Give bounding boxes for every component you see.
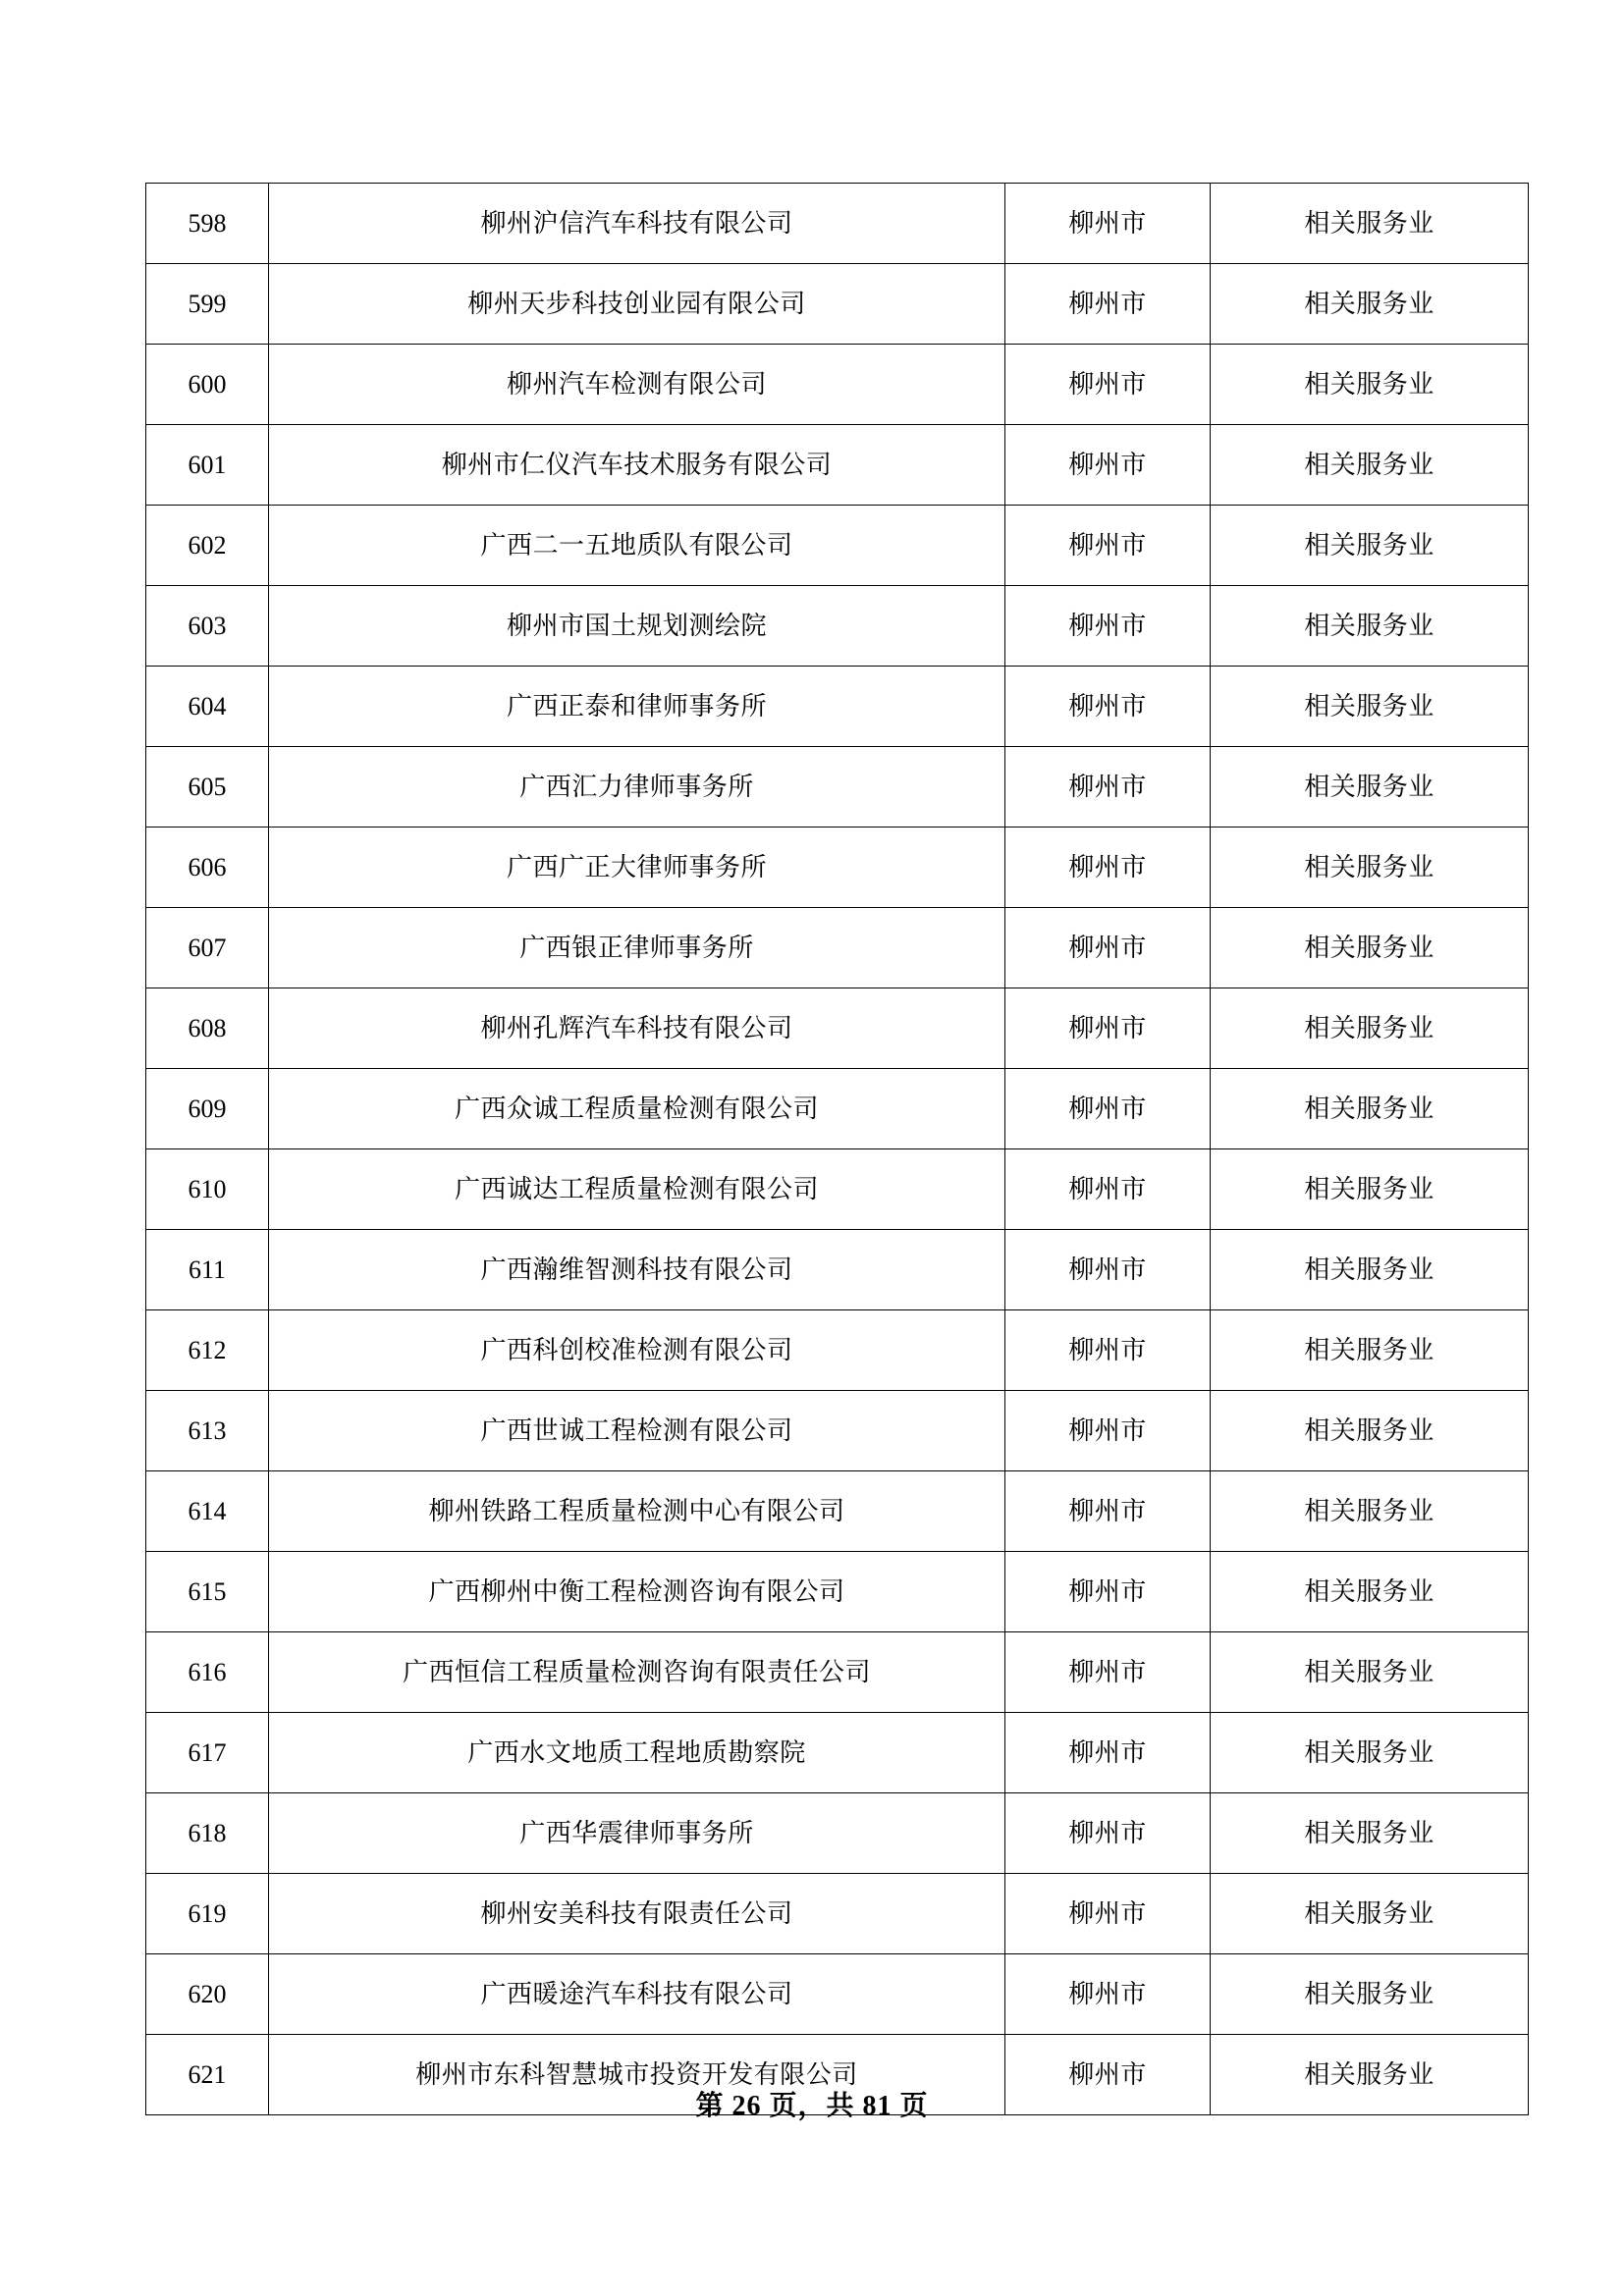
cell-index: 620 (146, 1954, 269, 2035)
enterprise-list-table (145, 183, 1529, 2115)
cell-city: 柳州市 (1005, 586, 1211, 667)
cell-city: 柳州市 (1005, 345, 1211, 425)
table-row (146, 1874, 1529, 1954)
cell-city: 柳州市 (1005, 1149, 1211, 1230)
cell-company-name: 广西柳州中衡工程检测咨询有限公司 (269, 1552, 1005, 1632)
cell-industry: 相关服务业 (1211, 586, 1529, 667)
cell-index: 604 (146, 667, 269, 747)
cell-company-name: 柳州安美科技有限责任公司 (269, 1874, 1005, 1954)
cell-city: 柳州市 (1005, 828, 1211, 908)
cell-index: 616 (146, 1632, 269, 1713)
cell-city: 柳州市 (1005, 1471, 1211, 1552)
cell-index: 608 (146, 988, 269, 1069)
cell-company-name: 广西瀚维智测科技有限公司 (269, 1230, 1005, 1310)
table-row (146, 1471, 1529, 1552)
cell-index: 619 (146, 1874, 269, 1954)
table-row (146, 828, 1529, 908)
cell-industry: 相关服务业 (1211, 1391, 1529, 1471)
table-row (146, 425, 1529, 506)
cell-city: 柳州市 (1005, 1793, 1211, 1874)
cell-city: 柳州市 (1005, 1310, 1211, 1391)
cell-city: 柳州市 (1005, 425, 1211, 506)
cell-industry: 相关服务业 (1211, 988, 1529, 1069)
cell-company-name: 柳州汽车检测有限公司 (269, 345, 1005, 425)
cell-company-name: 广西暖途汽车科技有限公司 (269, 1954, 1005, 2035)
cell-index: 599 (146, 264, 269, 345)
cell-industry: 相关服务业 (1211, 345, 1529, 425)
cell-company-name: 柳州天步科技创业园有限公司 (269, 264, 1005, 345)
cell-company-name: 柳州市东科智慧城市投资开发有限公司 (269, 2035, 1005, 2115)
cell-index: 603 (146, 586, 269, 667)
cell-company-name: 广西世诚工程检测有限公司 (269, 1391, 1005, 1471)
cell-industry: 相关服务业 (1211, 1954, 1529, 2035)
cell-index: 610 (146, 1149, 269, 1230)
table-row (146, 1713, 1529, 1793)
cell-industry: 相关服务业 (1211, 1149, 1529, 1230)
cell-index: 617 (146, 1713, 269, 1793)
cell-industry: 相关服务业 (1211, 1230, 1529, 1310)
cell-city: 柳州市 (1005, 2035, 1211, 2115)
cell-company-name: 柳州市仁仪汽车技术服务有限公司 (269, 425, 1005, 506)
cell-industry: 相关服务业 (1211, 1632, 1529, 1713)
table-row (146, 184, 1529, 264)
cell-index: 606 (146, 828, 269, 908)
cell-index: 607 (146, 908, 269, 988)
cell-city: 柳州市 (1005, 908, 1211, 988)
table-row (146, 1149, 1529, 1230)
cell-index: 612 (146, 1310, 269, 1391)
cell-industry: 相关服务业 (1211, 1874, 1529, 1954)
cell-company-name: 广西二一五地质队有限公司 (269, 506, 1005, 586)
cell-index: 598 (146, 184, 269, 264)
cell-city: 柳州市 (1005, 264, 1211, 345)
cell-index: 611 (146, 1230, 269, 1310)
table-row (146, 506, 1529, 586)
cell-industry: 相关服务业 (1211, 1552, 1529, 1632)
cell-industry: 相关服务业 (1211, 184, 1529, 264)
cell-index: 601 (146, 425, 269, 506)
table-row (146, 345, 1529, 425)
cell-index: 614 (146, 1471, 269, 1552)
cell-index: 618 (146, 1793, 269, 1874)
cell-company-name: 广西水文地质工程地质勘察院 (269, 1713, 1005, 1793)
cell-industry: 相关服务业 (1211, 264, 1529, 345)
cell-city: 柳州市 (1005, 1713, 1211, 1793)
table-row (146, 908, 1529, 988)
cell-company-name: 柳州沪信汽车科技有限公司 (269, 184, 1005, 264)
table-row (146, 1632, 1529, 1713)
cell-company-name: 广西汇力律师事务所 (269, 747, 1005, 828)
cell-city: 柳州市 (1005, 1552, 1211, 1632)
table-row (146, 1230, 1529, 1310)
cell-industry: 相关服务业 (1211, 1310, 1529, 1391)
cell-index: 613 (146, 1391, 269, 1471)
cell-city: 柳州市 (1005, 1954, 1211, 2035)
cell-company-name: 柳州铁路工程质量检测中心有限公司 (269, 1471, 1005, 1552)
cell-city: 柳州市 (1005, 747, 1211, 828)
cell-city: 柳州市 (1005, 506, 1211, 586)
table-row (146, 747, 1529, 828)
table-row (146, 264, 1529, 345)
cell-index: 602 (146, 506, 269, 586)
cell-index: 621 (146, 2035, 269, 2115)
cell-industry: 相关服务业 (1211, 1069, 1529, 1149)
cell-industry: 相关服务业 (1211, 667, 1529, 747)
cell-industry: 相关服务业 (1211, 747, 1529, 828)
cell-industry: 相关服务业 (1211, 1713, 1529, 1793)
cell-industry: 相关服务业 (1211, 1471, 1529, 1552)
table-row (146, 1069, 1529, 1149)
table-row (146, 1954, 1529, 2035)
cell-industry: 相关服务业 (1211, 828, 1529, 908)
cell-index: 609 (146, 1069, 269, 1149)
cell-industry: 相关服务业 (1211, 506, 1529, 586)
table-row (146, 586, 1529, 667)
cell-city: 柳州市 (1005, 988, 1211, 1069)
cell-company-name: 广西恒信工程质量检测咨询有限责任公司 (269, 1632, 1005, 1713)
table-row (146, 667, 1529, 747)
cell-index: 600 (146, 345, 269, 425)
cell-city: 柳州市 (1005, 1230, 1211, 1310)
table-row (146, 1793, 1529, 1874)
cell-city: 柳州市 (1005, 1874, 1211, 1954)
page-footer: 第 26 页，共 81 页 (695, 2091, 929, 2121)
table-row (146, 988, 1529, 1069)
cell-company-name: 柳州市国土规划测绘院 (269, 586, 1005, 667)
cell-company-name: 广西科创校准检测有限公司 (269, 1310, 1005, 1391)
table-row (146, 1310, 1529, 1391)
cell-index: 605 (146, 747, 269, 828)
cell-industry: 相关服务业 (1211, 2035, 1529, 2115)
cell-industry: 相关服务业 (1211, 425, 1529, 506)
cell-city: 柳州市 (1005, 667, 1211, 747)
cell-company-name: 柳州孔辉汽车科技有限公司 (269, 988, 1005, 1069)
cell-company-name: 广西华震律师事务所 (269, 1793, 1005, 1874)
cell-company-name: 广西正泰和律师事务所 (269, 667, 1005, 747)
cell-city: 柳州市 (1005, 1069, 1211, 1149)
cell-company-name: 广西广正大律师事务所 (269, 828, 1005, 908)
table-row (146, 1391, 1529, 1471)
cell-company-name: 广西银正律师事务所 (269, 908, 1005, 988)
table-row (146, 1552, 1529, 1632)
cell-city: 柳州市 (1005, 184, 1211, 264)
cell-company-name: 广西诚达工程质量检测有限公司 (269, 1149, 1005, 1230)
cell-company-name: 广西众诚工程质量检测有限公司 (269, 1069, 1005, 1149)
cell-city: 柳州市 (1005, 1632, 1211, 1713)
cell-industry: 相关服务业 (1211, 1793, 1529, 1874)
cell-industry: 相关服务业 (1211, 908, 1529, 988)
cell-city: 柳州市 (1005, 1391, 1211, 1471)
table-body (146, 184, 1529, 2115)
cell-index: 615 (146, 1552, 269, 1632)
